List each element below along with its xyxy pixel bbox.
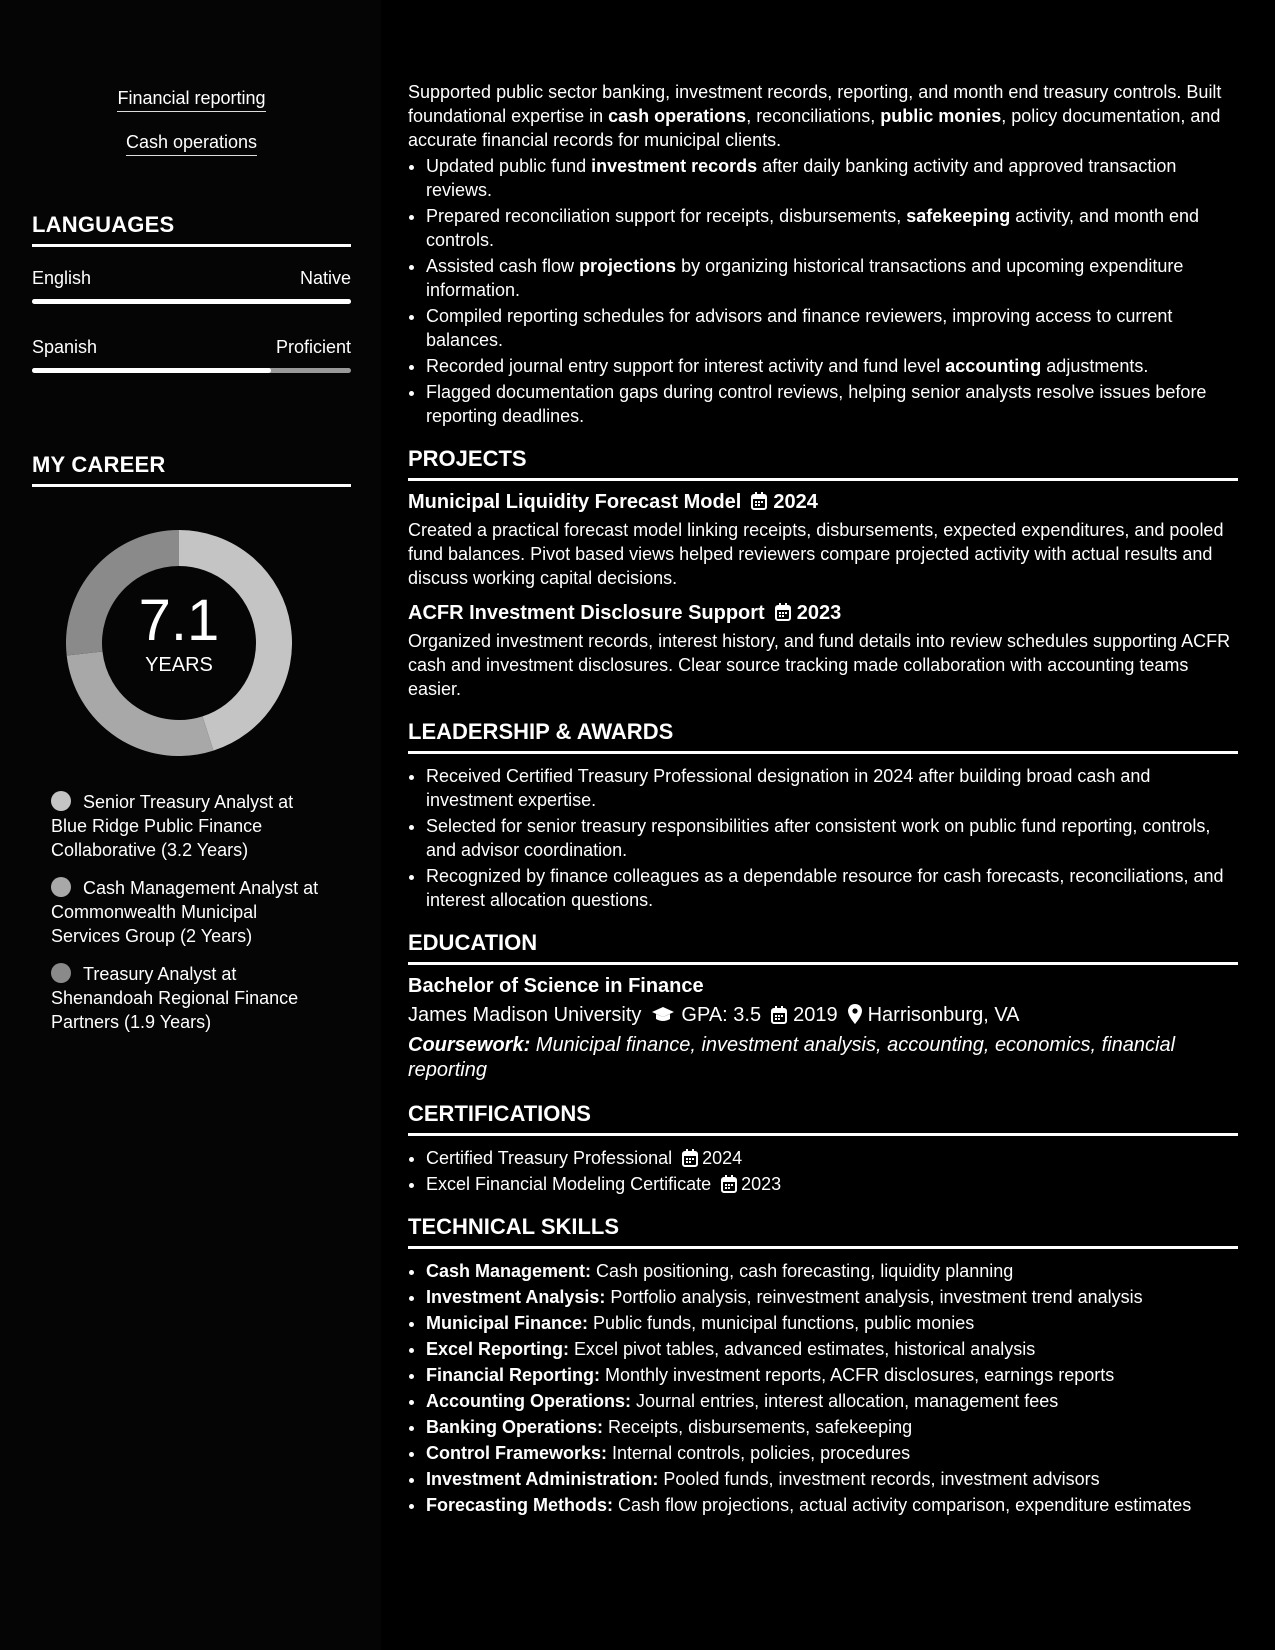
education-heading: EDUCATION <box>408 930 1238 965</box>
career-total-value: 7.1 <box>138 588 220 653</box>
skill-category: Investment Analysis: <box>426 1287 606 1307</box>
skill-category: Banking Operations: <box>426 1417 604 1437</box>
calendar-icon <box>771 1006 787 1024</box>
career-dot-icon <box>51 877 71 897</box>
technical-skill-item <box>426 1493 1238 1517</box>
skill-category: Municipal Finance: <box>426 1313 589 1333</box>
bullet-text: Updated public fund <box>426 156 592 176</box>
technical-skill-item <box>426 1285 1238 1309</box>
technical-skill-item <box>426 1337 1238 1361</box>
career-item <box>51 790 321 862</box>
bullet-text: Assisted cash flow <box>426 256 580 276</box>
language-level: Native <box>299 268 351 288</box>
experience-bullet <box>426 380 1238 428</box>
language-bar <box>32 368 351 373</box>
certifications-heading: CERTIFICATIONS <box>408 1101 1238 1136</box>
experience-bullets <box>408 154 1238 428</box>
certification-name: Excel Financial Modeling Certificate <box>426 1174 712 1194</box>
project-description: Organized investment records, interest history, and fund details into review schedules supporting ACFR cash and investment disclosures. Clear source tracking made collaboration with accounting teams easier. <box>408 631 1231 699</box>
project-name: ACFR Investment Disclosure Support <box>408 602 765 624</box>
coursework-label: Coursework: <box>408 1034 531 1056</box>
skill-tag[interactable]: Financial reporting <box>117 88 265 112</box>
skill-values: Cash flow projections, actual activity comparison, expenditure estimates <box>613 1495 1192 1515</box>
bullet-text: activity, and month end controls. <box>426 206 1200 250</box>
career-item <box>51 962 321 1034</box>
career-item <box>51 876 321 948</box>
career-donut-chart <box>66 530 292 756</box>
skill-values: Receipts, disbursements, safekeeping <box>603 1417 913 1437</box>
bullet-bold: accounting <box>945 356 1042 376</box>
technical-skill-item <box>426 1389 1238 1413</box>
skill-category: Forecasting Methods: <box>426 1495 614 1515</box>
skill-values: Journal entries, interest allocation, management fees <box>631 1391 1059 1411</box>
bullet-text: Recorded journal entry support for interest activity and fund level <box>426 356 946 376</box>
language-level: Proficient <box>275 337 351 357</box>
career-total <box>66 590 292 677</box>
calendar-icon <box>751 492 767 510</box>
experience-bullet <box>426 204 1238 252</box>
experience-bullet <box>426 154 1238 202</box>
skill-values: Pooled funds, investment records, investment advisors <box>658 1469 1100 1489</box>
skill-category: Excel Reporting: <box>426 1339 570 1359</box>
technical-skill-item <box>426 1441 1238 1465</box>
language-row <box>32 268 351 289</box>
technical-skill-item <box>426 1467 1238 1491</box>
language-name: English <box>32 268 92 288</box>
languages-heading: LANGUAGES <box>32 212 351 247</box>
project-description: Created a practical forecast model linking receipts, disbursements, expected expenditures, and pooled fund balances. Pivot based views helped reviewers compare projected activity with actual results and discuss working capital decisions. <box>408 520 1224 588</box>
career-dot-icon <box>51 963 71 983</box>
gpa: GPA: 3.5 <box>681 1004 762 1026</box>
calendar-icon <box>721 1175 737 1193</box>
bullet-bold: projections <box>579 256 677 276</box>
summary-text: , reconciliations, <box>746 106 881 126</box>
graduation-year: 2019 <box>793 1004 838 1026</box>
coursework-text: Municipal finance, investment analysis, accounting, economics, financial reporting <box>408 1034 1176 1081</box>
technical-skill-item <box>426 1259 1238 1283</box>
career-heading: MY CAREER <box>32 452 351 487</box>
skill-tag[interactable]: Cash operations <box>126 132 257 156</box>
summary-text: , policy documentation, and accurate financial records for municipal clients. <box>408 106 1221 150</box>
summary-text: Supported public sector banking, investment records, reporting, and month end treasury controls. Built foundational expertise in <box>408 82 1222 126</box>
leadership-item: • Received Certified Treasury Professional designation in 2024 after building broad cash and investment expertise. <box>426 764 1238 812</box>
main-column <box>381 0 1275 1650</box>
bullet-bold: safekeeping <box>906 206 1011 226</box>
bullet-text: after daily banking activity and approved transaction reviews. <box>426 156 1177 200</box>
school-location: Harrisonburg, VA <box>867 1004 1020 1026</box>
technical-skills-heading: TECHNICAL SKILLS <box>408 1214 1238 1249</box>
projects-heading: PROJECTS <box>408 446 1238 481</box>
language-row <box>32 337 351 358</box>
skill-tags <box>32 88 351 176</box>
calendar-icon <box>682 1149 698 1167</box>
project-title <box>408 602 1238 625</box>
bullet-text: Compiled reporting schedules for advisors and finance reviewers, improving access to current balances. <box>426 306 1173 350</box>
language-name: Spanish <box>32 337 98 357</box>
leadership-list <box>408 764 1238 912</box>
skill-category: Cash Management: <box>426 1261 592 1281</box>
technical-skill-item <box>426 1415 1238 1439</box>
bullet-text: Flagged documentation gaps during control reviews, helping senior analysts resolve issues before reporting deadlines. <box>426 382 1207 426</box>
bullet-text: adjustments. <box>1041 356 1149 376</box>
experience-summary <box>408 80 1238 152</box>
leadership-heading: LEADERSHIP & AWARDS <box>408 719 1238 754</box>
leadership-item: • Selected for senior treasury responsibilities after consistent work on public fund reporting, controls, and advisor coordination. <box>426 814 1238 862</box>
career-total-unit: YEARS <box>145 654 213 676</box>
project-name: Municipal Liquidity Forecast Model <box>408 491 742 513</box>
degree-title: Bachelor of Science in Finance <box>408 975 704 997</box>
school-name: James Madison University <box>408 1004 642 1026</box>
experience-bullet <box>426 304 1238 352</box>
skill-category: Financial Reporting: <box>426 1365 601 1385</box>
project-year: 2024 <box>773 491 818 513</box>
language-bar-fill <box>32 368 271 373</box>
bullet-bold: investment records <box>591 156 758 176</box>
certification-year: 2023 <box>741 1174 782 1194</box>
technical-skill-item <box>426 1311 1238 1335</box>
career-item-text: Treasury Analyst at Shenandoah Regional Finance Partners (1.9 Years) <box>51 964 299 1032</box>
leadership-item: • Recognized by finance colleagues as a dependable resource for cash forecasts, reconciliations, and interest allocation questions. <box>426 864 1238 912</box>
experience-bullet <box>426 254 1238 302</box>
experience-bullet <box>426 354 1238 378</box>
main-content <box>408 80 1238 1519</box>
calendar-icon <box>775 603 791 621</box>
skill-values: Portfolio analysis, reinvestment analysis, investment trend analysis <box>605 1287 1143 1307</box>
technical-skill-item <box>426 1363 1238 1387</box>
summary-bold: public monies <box>880 106 1002 126</box>
certification-name: Certified Treasury Professional <box>426 1148 673 1168</box>
certification-item <box>426 1146 1238 1170</box>
bullet-text: Prepared reconciliation support for receipts, disbursements, <box>426 206 907 226</box>
skill-category: Investment Administration: <box>426 1469 659 1489</box>
skill-category: Control Frameworks: <box>426 1443 608 1463</box>
career-item-text: Senior Treasury Analyst at Blue Ridge Public Finance Collaborative (3.2 Years) <box>51 792 294 860</box>
summary-bold: cash operations <box>608 106 747 126</box>
certification-year: 2024 <box>702 1148 743 1168</box>
skill-values: Excel pivot tables, advanced estimates, historical analysis <box>569 1339 1036 1359</box>
career-dot-icon <box>51 791 71 811</box>
skill-category: Accounting Operations: <box>426 1391 632 1411</box>
skill-values: Cash positioning, cash forecasting, liquidity planning <box>591 1261 1014 1281</box>
sidebar <box>0 0 381 1650</box>
project-year: 2023 <box>796 602 842 624</box>
career-list <box>51 790 321 1048</box>
skill-values: Public funds, municipal functions, public monies <box>588 1313 975 1333</box>
certification-item <box>426 1172 1238 1196</box>
skill-values: Internal controls, policies, procedures <box>607 1443 911 1463</box>
career-item-text: Cash Management Analyst at Commonwealth Municipal Services Group (2 Years) <box>51 878 319 946</box>
technical-skills-list <box>408 1259 1238 1517</box>
skill-values: Monthly investment reports, ACFR disclosures, earnings reports <box>600 1365 1115 1385</box>
certifications-list <box>408 1146 1238 1196</box>
coursework <box>408 1033 1238 1083</box>
project-title <box>408 491 1238 514</box>
education-details <box>408 1004 1238 1027</box>
bullet-text: by organizing historical transactions and upcoming expenditure information. <box>426 256 1184 300</box>
graduation-cap-icon <box>651 1006 675 1024</box>
language-bar <box>32 299 351 304</box>
language-bar-fill <box>32 299 351 304</box>
location-pin-icon <box>848 1004 862 1024</box>
